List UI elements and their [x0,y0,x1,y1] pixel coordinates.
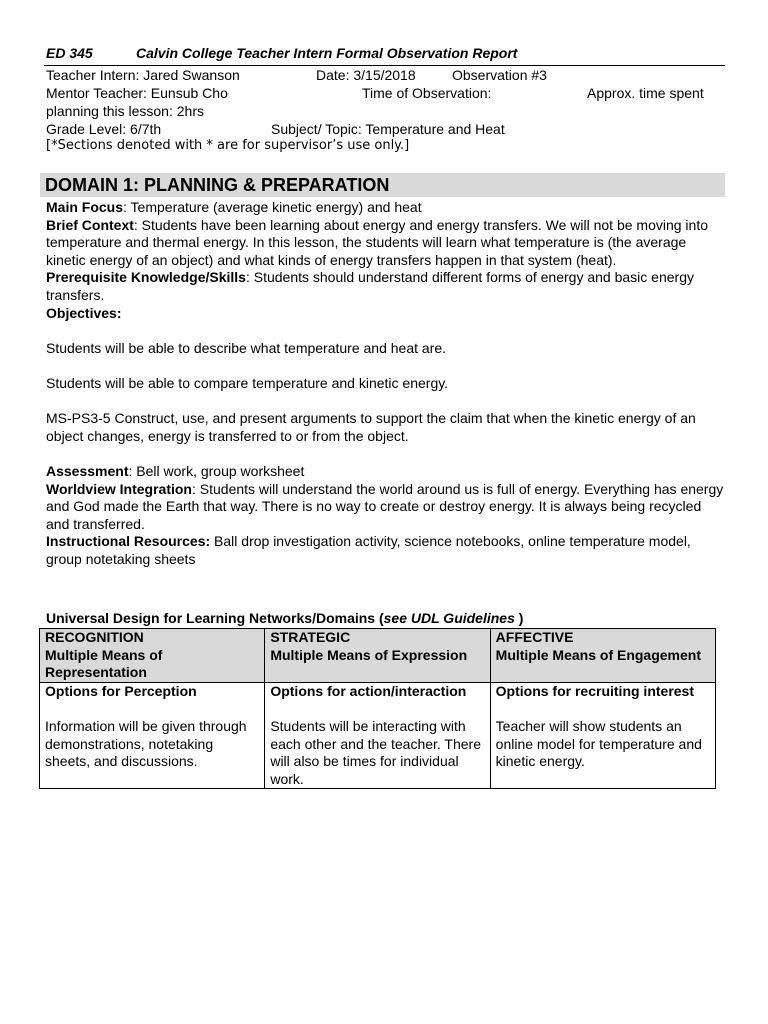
observation-date: Date: 3/15/2018 [316,67,416,83]
objectives-label: Objectives: [46,304,122,321]
udl-column-subtitle: Multiple Means of Expression [270,646,468,663]
udl-column-name: STRATEGIC [270,629,351,645]
udl-option-text: Students will be interacting with each other and the teacher. There will also be times for individual work. [270,717,481,787]
objective-item: MS-PS3-5 Construct, use, and present arguments to support the claim that when the kinetic energy of an object changes, energy is transferred to or from the object. [46,410,696,444]
mentor-teacher: Mentor Teacher: Eunsub Cho [46,85,228,101]
udl-header-cell [40,629,265,683]
worldview-integration [46,481,726,534]
document-title [46,45,726,61]
prerequisite-skills [46,269,726,304]
udl-column-subtitle: Multiple Means of Representation [45,646,163,681]
main-focus-text: : Temperature (average kinetic energy) and heat [123,199,422,215]
udl-body-row [40,682,716,789]
udl-heading [46,610,523,627]
teacher-intern: Teacher Intern: Jared Swanson [46,67,240,83]
resources-label: Instructional Resources: [46,533,211,550]
udl-body-cell [490,682,715,789]
udl-column-subtitle: Multiple Means of Engagement [495,646,702,663]
planning-section [46,199,726,568]
brief-context-text: : Students have been learning about energy and energy transfers. We will not be moving into temperature and thermal energy. In this lesson, the students will learn what temperature is (the average kinetic energy of an object) and what kinds of energy transfers happen in that system (heat). [46,216,709,268]
prerequisite-text: : Students should understand different forms of energy and basic energy transfers. [46,269,694,303]
objectives-heading [46,305,726,323]
supervisor-note: [*Sections denoted with * are for supervisor’s use only.] [46,138,410,153]
assessment [46,463,726,481]
resources-text: Ball drop investigation activity, science notebooks, online temperature model, group notetaking sheets [46,533,691,567]
domain-title: DOMAIN 1: PLANNING & PREPARATION [45,175,390,195]
prerequisite-label: Prerequisite Knowledge/Skills [46,269,246,286]
assessment-label: Assessment [46,462,129,479]
approx-time-label: Approx. time spent [587,85,704,101]
planning-time: planning this lesson: 2hrs [46,103,204,119]
brief-context [46,217,726,270]
udl-option-title: Options for Perception [45,682,197,699]
main-focus [46,199,726,217]
assessment-text: : Bell work, group worksheet [128,462,305,479]
worldview-label: Worldview Integration [46,480,192,497]
udl-heading-prefix: Universal Design for Learning Networks/Domains ( [46,610,384,626]
udl-table [39,628,716,789]
udl-header-row [40,629,716,683]
course-code: ED 345 [46,45,93,61]
udl-option-text: Teacher will show students an online model for temperature and kinetic energy. [495,717,702,770]
report-title: Calvin College Teacher Intern Formal Observation Report [136,45,518,61]
udl-header-cell [265,629,490,683]
observation-number: Observation #3 [452,67,547,83]
domain-header [40,173,725,197]
grade-level: Grade Level: 6/7th [46,121,162,137]
objective-item: Students will be able to compare temperature and kinetic energy. [46,374,449,391]
worldview-text: : Students will understand the world around us is full of energy. Everything has energy and God made the Earth that way. There is no way to create or destroy energy. It is always being recycled and transferred. [46,480,724,532]
udl-column-name: RECOGNITION [45,629,144,645]
udl-body-cell [40,682,265,789]
udl-heading-suffix: ) [514,610,524,626]
udl-guidelines-link[interactable]: see UDL Guidelines [383,610,515,626]
udl-option-title: Options for recruiting interest [495,682,695,699]
udl-column-name: AFFECTIVE [495,629,574,645]
udl-option-text: Information will be given through demonstrations, notetaking sheets, and discussions. [45,717,247,770]
main-focus-label: Main Focus [46,199,124,215]
time-of-observation: Time of Observation: [362,85,492,101]
objective-item: Students will be able to describe what temperature and heat are. [46,339,447,356]
udl-header-cell [490,629,715,683]
subject-topic: Subject/ Topic: Temperature and Heat [271,121,505,137]
udl-option-title: Options for action/interaction [270,682,467,699]
udl-body-cell [265,682,490,789]
brief-context-label: Brief Context [46,216,134,233]
instructional-resources [46,533,726,568]
